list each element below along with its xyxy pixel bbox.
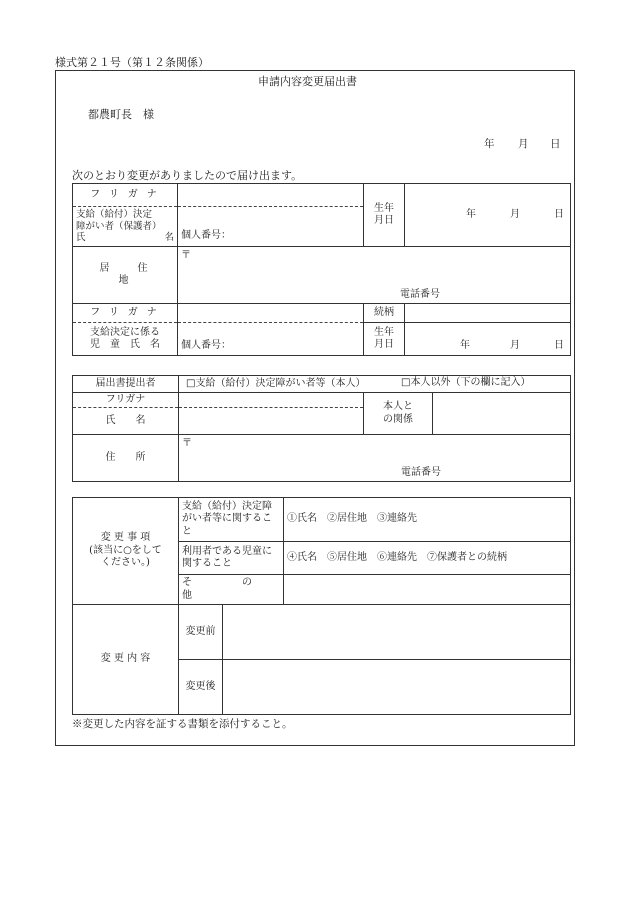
furigana-label: フリガナ — [73, 184, 178, 207]
relation-label: 本人と の関係 — [364, 393, 433, 435]
birth-label: 生年 月日 — [364, 184, 405, 247]
form-title: 申請内容変更届出書 — [258, 75, 357, 88]
child-furigana-field[interactable] — [178, 304, 364, 323]
option-other-checkbox[interactable]: □本人以外（下の欄に記入） — [401, 377, 531, 388]
residence-label: 居 住 地 — [73, 247, 178, 304]
submitter-name-label: 氏 名 — [73, 408, 179, 435]
intro-text: 次のとおり変更がありましたので届け出ます。 — [72, 169, 303, 182]
child-name-field[interactable] — [178, 323, 364, 356]
submitter-options — [179, 376, 571, 393]
row1-options[interactable]: ①氏名 ②居住地 ③連絡先 — [284, 498, 571, 542]
child-my-number-label: 個人番号： — [181, 339, 231, 351]
residence-field[interactable] — [178, 247, 571, 304]
submitter-furigana-field[interactable] — [179, 393, 364, 408]
postal-mark: 〒 — [181, 250, 191, 261]
child-furigana-label: フリガナ — [73, 304, 178, 323]
change-items-label: 変 更 事 項 (該当に○をして ください。) — [73, 498, 179, 605]
row1-label: 支給（給付）決定障がい者等に関すること — [179, 498, 284, 542]
furigana-field[interactable] — [178, 184, 364, 207]
change-content-label: 変 更 内 容 — [73, 605, 179, 715]
submitter-table — [72, 375, 571, 482]
change-table — [72, 497, 571, 715]
recipient-table — [72, 183, 571, 356]
child-birth-field[interactable]: 年 月 日 — [405, 323, 571, 356]
after-label: 変更後 — [179, 660, 223, 715]
submitter-address-field[interactable] — [179, 435, 571, 482]
relation-field[interactable] — [433, 393, 571, 435]
child-birth-label: 生年 月日 — [364, 323, 405, 356]
submitter-name-field[interactable] — [179, 408, 364, 435]
option-self-checkbox[interactable]: □支給（給付）決定障がい者等（本人） — [186, 377, 366, 389]
form-number: 様式第２１号（第１２条関係） — [55, 56, 209, 69]
birth-date-field[interactable]: 年 月 日 — [405, 184, 571, 247]
recipient-name-field[interactable] — [178, 207, 364, 247]
recipient-label: 支給（給付）決定 障がい者（保護者） 氏 名 — [73, 207, 178, 247]
my-number-label: 個人番号： — [181, 229, 231, 241]
date-day: 日 — [550, 138, 561, 150]
submitter-phone-label: 電話番号 — [401, 466, 441, 478]
date-year: 年 — [484, 138, 495, 150]
after-field[interactable] — [223, 660, 571, 715]
submitter-furigana-label: フリガナ — [73, 393, 179, 408]
phone-label: 電話番号 — [400, 288, 440, 300]
date-month: 月 — [518, 138, 529, 150]
relationship-label: 続柄 — [364, 304, 405, 323]
addressee: 都農町長 様 — [88, 108, 154, 121]
attachment-note: ※変更した内容を証する書類を添付すること。 — [72, 718, 293, 730]
child-name-label: 支給決定に係る 児 童 氏 名 — [73, 323, 178, 356]
row2-options[interactable]: ④氏名 ⑤居住地 ⑥連絡先 ⑦保護者との続柄 — [284, 542, 571, 575]
row2-label: 利用者である児童に関すること — [179, 542, 284, 575]
row3-label: そ の 他 — [179, 575, 284, 605]
relationship-field[interactable] — [405, 304, 571, 323]
submitter-postal-mark: 〒 — [182, 438, 192, 449]
row3-field[interactable] — [284, 575, 571, 605]
submitter-address-label: 住 所 — [73, 435, 179, 482]
before-field[interactable] — [223, 605, 571, 660]
submitter-label: 届出書提出者 — [73, 376, 179, 393]
before-label: 変更前 — [179, 605, 223, 660]
